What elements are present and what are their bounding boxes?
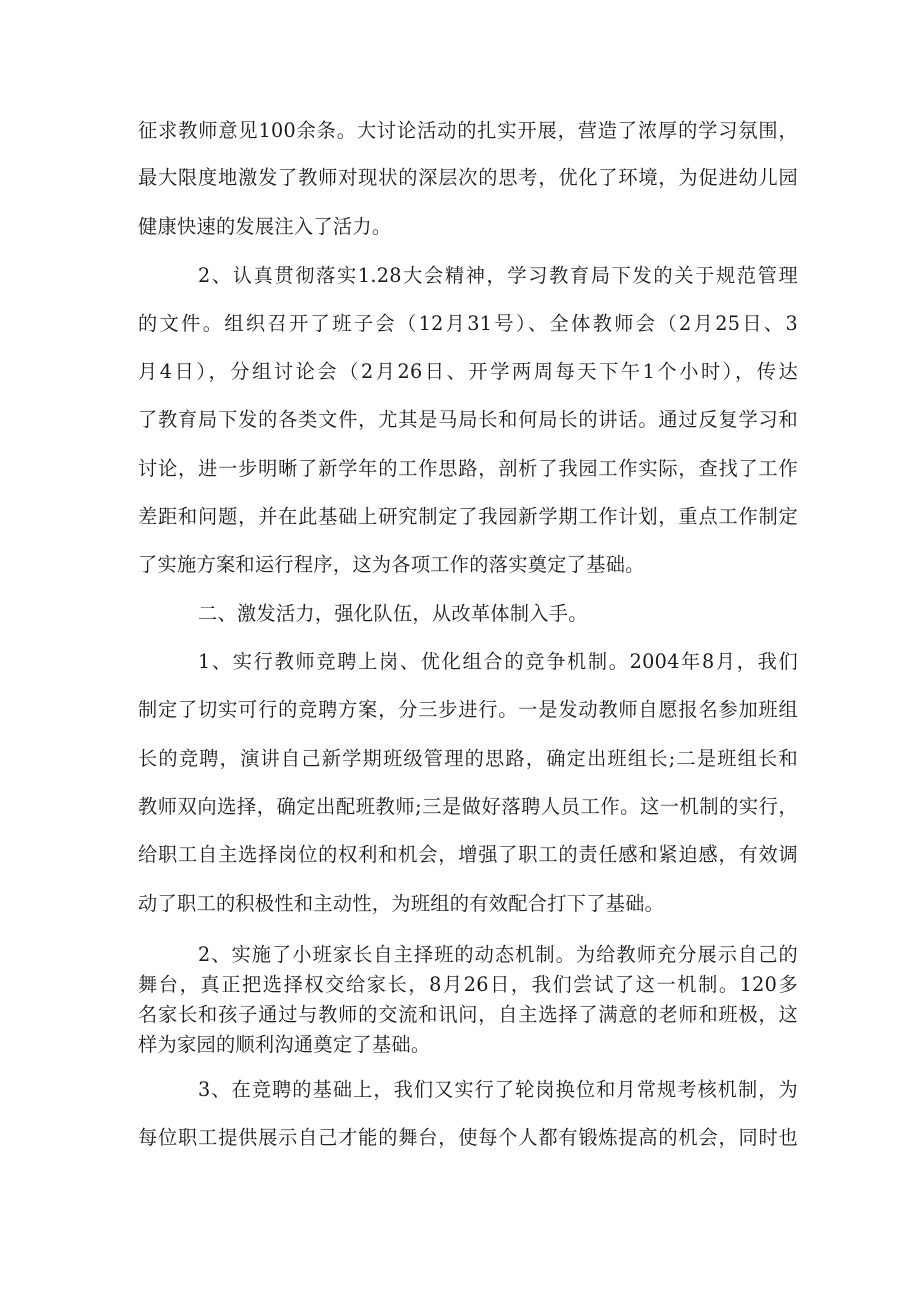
text-line: 了实施方案和运行程序，这为各项工作的落实奠定了基础。 [138, 553, 645, 576]
text-line: 舞台，真正把选择权交给家长，8月26日，我们尝试了这一机制。120多 [138, 973, 798, 996]
text-line: 差距和问题，并在此基础上研究制定了我园新学期工作计划，重点工作制定 [138, 505, 798, 528]
text-line: 给职工自主选择岗位的权利和机会，增强了职工的责任感和紧迫感，有效调 [138, 843, 798, 866]
text-line: 样为家园的顺利沟通奠定了基础。 [138, 1033, 431, 1056]
text-line: 征求教师意见100余条。大讨论活动的扎实开展，营造了浓厚的学习氛围， [138, 119, 798, 142]
text-line: 健康快速的发展注入了活力。 [138, 215, 392, 238]
text-line: 2、实施了小班家长自主择班的动态机制。为给教师充分展示自己的 [198, 943, 798, 966]
text-line: 了教育局下发的各类文件，尤其是马局长和何局长的讲话。通过反复学习和 [138, 408, 798, 431]
text-line: 最大限度地激发了教师对现状的深层次的思考，优化了环境，为促进幼儿园 [138, 166, 798, 189]
text-line: 制定了切实可行的竞聘方案，分三步进行。一是发动教师自愿报名参加班组 [138, 698, 798, 721]
text-line: 教师双向选择，确定出配班教师;三是做好落聘人员工作。这一机制的实行， [138, 795, 798, 818]
text-line: 2、认真贯彻落实1.28大会精神，学习教育局下发的关于规范管理 [198, 264, 798, 287]
text-line: 3、在竞聘的基础上，我们又实行了轮岗换位和月常规考核机制，为 [198, 1078, 798, 1101]
text-line: 长的竞聘，演讲自己新学期班级管理的思路，确定出班组长;二是班组长和 [138, 747, 798, 770]
text-line: 每位职工提供展示自己才能的舞台，使每个人都有锻炼提高的机会，同时也 [138, 1126, 798, 1149]
section-heading: 二、激发活力，强化队伍，从改革体制入手。 [198, 602, 588, 625]
text-line: 动了职工的积极性和主动性，为班组的有效配合打下了基础。 [138, 892, 665, 915]
text-line: 的文件。组织召开了班子会（12月31号）、全体教师会（2月25日、3 [138, 312, 798, 335]
text-line: 月4日），分组讨论会（2月26日、开学两周每天下午1个小时），传达 [138, 360, 798, 383]
text-line: 1、实行教师竞聘上岗、优化组合的竞争机制。2004年8月，我们 [198, 650, 798, 673]
text-line: 名家长和孩子通过与教师的交流和讯问，自主选择了满意的老师和班极，这 [138, 1003, 798, 1026]
text-line: 讨论，进一步明晰了新学年的工作思路，剖析了我园工作实际，查找了工作 [138, 457, 798, 480]
